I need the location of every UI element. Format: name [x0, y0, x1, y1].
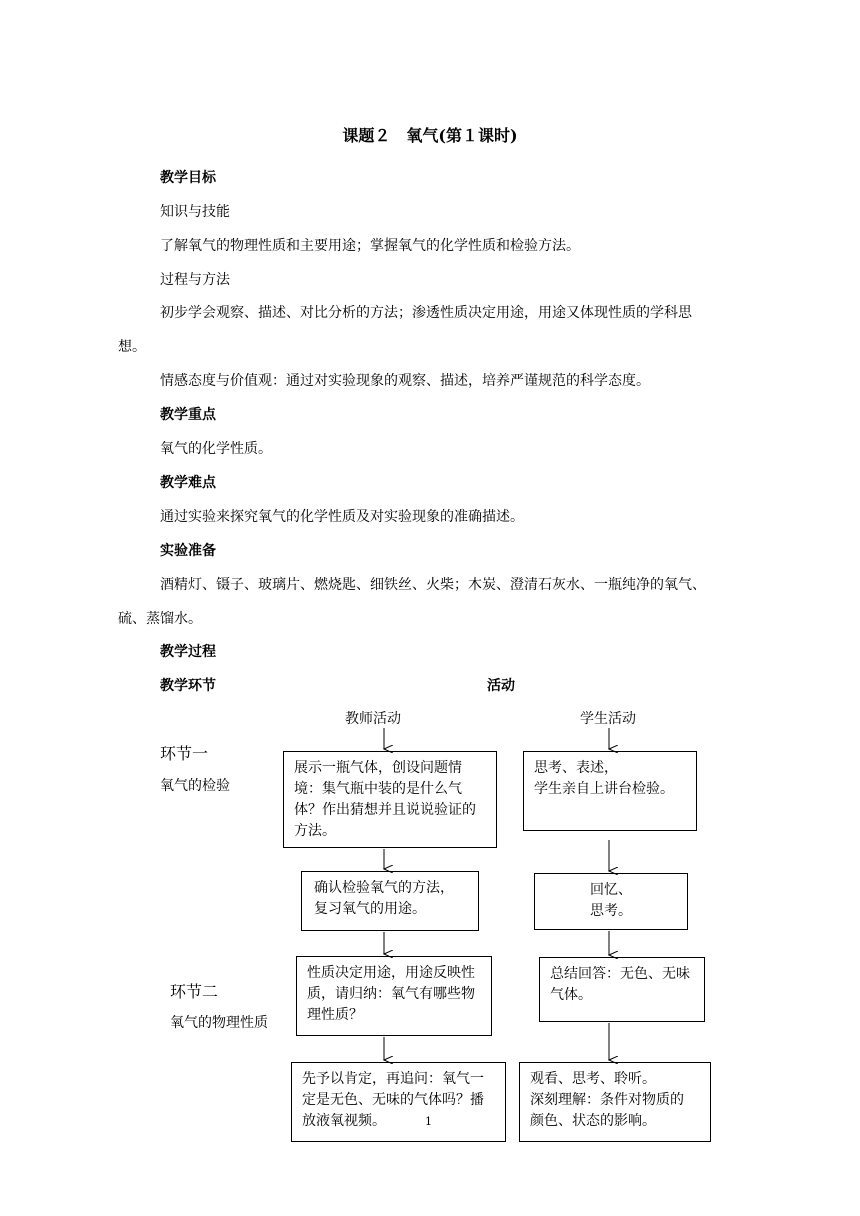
keypoint-text: 氧气的化学性质。 — [160, 441, 272, 457]
knowledge-heading: 知识与技能 — [160, 204, 230, 220]
prep-text-line1: 酒精灯、镊子、玻璃片、燃烧匙、细铁丝、火柴；木炭、澄清石灰水、一瓶纯净的氧气、 — [160, 577, 706, 593]
student-box-4-line2: 深刻理解：条件对物质的 — [530, 1092, 684, 1108]
student-box-1-line2: 学生亲自上讲台检验。 — [534, 781, 674, 797]
stage1-subtitle: 氧气的检验 — [160, 778, 230, 794]
student-box-2 — [534, 873, 688, 930]
process-text-line2: 想。 — [118, 339, 146, 355]
student-box-4-line1: 观看、思考、聆听。 — [530, 1071, 656, 1087]
student-activity-header: 学生活动 — [580, 711, 636, 727]
prep-heading: 实验准备 — [160, 543, 216, 559]
process-text-line1: 初步学会观察、描述、对比分析的方法；渗透性质决定用途，用途又体现性质的学科思 — [160, 305, 692, 321]
student-box-1-line1: 思考、表述， — [534, 760, 618, 776]
col-activity-header: 活动 — [487, 678, 515, 694]
student-box-2-line2: 思考。 — [590, 903, 632, 919]
col-stage-header: 教学环节 — [160, 678, 216, 694]
page-number: 1 — [425, 1115, 432, 1128]
stage2-subtitle: 氧气的物理性质 — [170, 1015, 268, 1031]
process-heading: 过程与方法 — [160, 272, 230, 288]
knowledge-text: 了解氧气的物理性质和主要用途；掌握氧气的化学性质和检验方法。 — [160, 238, 580, 254]
student-box-4 — [519, 1062, 711, 1142]
student-box-4-line3: 颜色、状态的影响。 — [530, 1113, 656, 1129]
process2-heading: 教学过程 — [160, 644, 216, 660]
difficulty-text: 通过实验来探究氧气的化学性质及对实验现象的准确描述。 — [160, 509, 524, 525]
teacher-activity-header: 教师活动 — [345, 711, 401, 727]
teacher-box-1: 展示一瓶气体，创设问题情境：集气瓶中装的是什么气体？作出猜想并且说说验证的方法。 — [283, 751, 497, 848]
stage2-title: 环节二 — [170, 982, 219, 1001]
student-box-3: 总结回答：无色、无味气体。 — [539, 957, 705, 1022]
prep-text-line2: 硫、蒸馏水。 — [118, 611, 202, 627]
student-box-1 — [523, 751, 697, 831]
teacher-box-2: 确认检验氧气的方法，复习氧气的用途。 — [301, 871, 479, 931]
student-box-2-line1: 回忆、 — [590, 882, 632, 898]
stage1-title: 环节一 — [160, 744, 209, 763]
teacher-box-3: 性质决定用途，用途反映性质，请归纳：氧气有哪些物理性质？ — [296, 956, 492, 1036]
teacher-box-4: 先予以肯定，再追问：氧气一定是无色、无味的气体吗？播放液氧视频。 — [291, 1062, 506, 1142]
emotion-text: 情感态度与价值观：通过对实验现象的观察、描述，培养严谨规范的科学态度。 — [160, 373, 650, 389]
page-title: 课题２ 氧气(第１课时) — [342, 126, 518, 145]
keypoint-heading: 教学重点 — [160, 407, 216, 423]
difficulty-heading: 教学难点 — [160, 475, 216, 491]
goals-heading: 教学目标 — [160, 170, 216, 186]
